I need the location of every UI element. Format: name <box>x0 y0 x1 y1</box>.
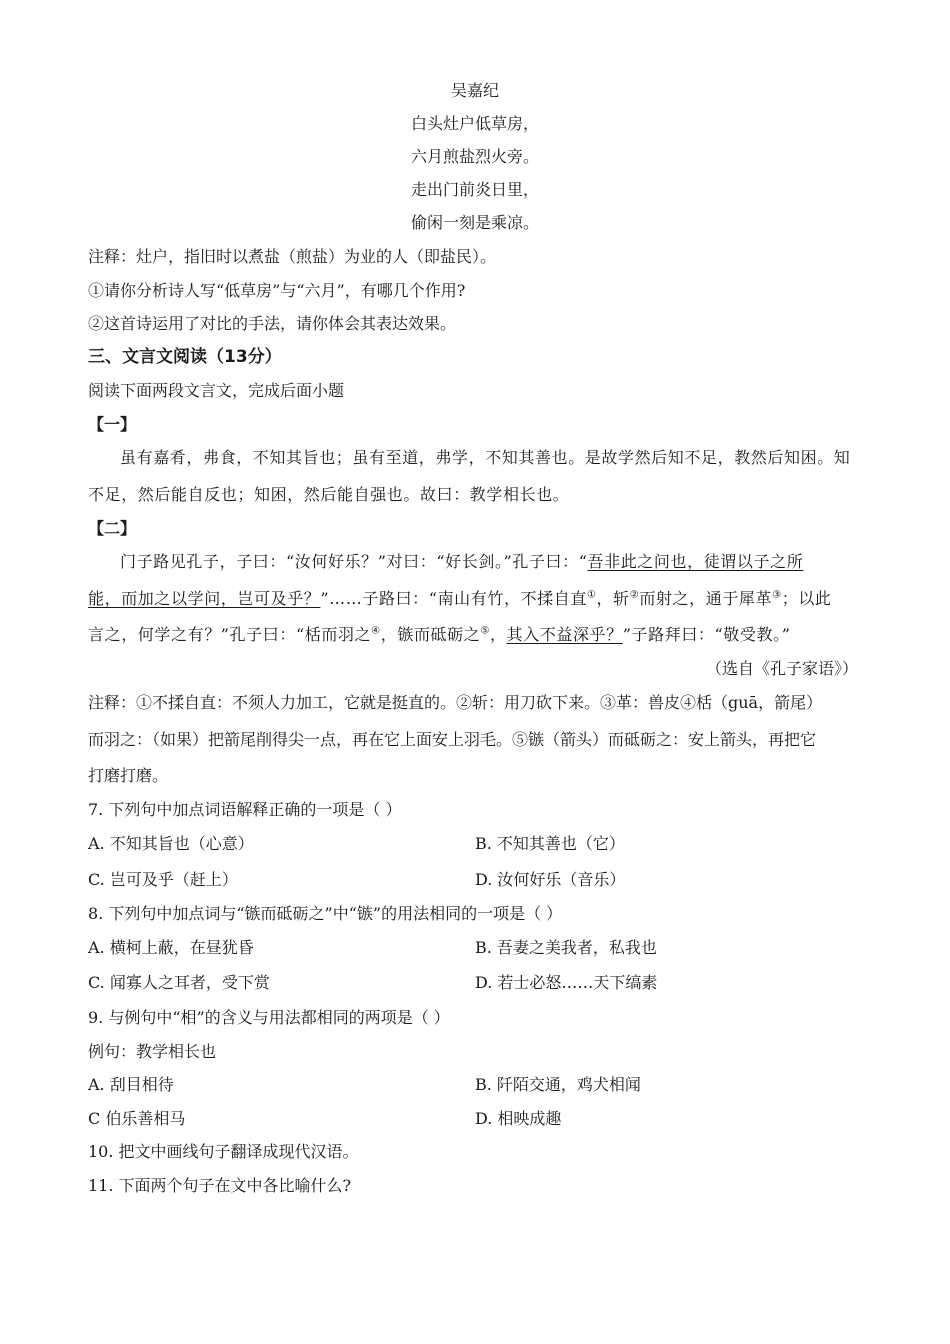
footnote-mark-4: ④ <box>371 625 381 637</box>
annotation-line-3: 打磨打磨。 <box>88 766 169 785</box>
passage-1-label: 【一】 <box>88 415 137 434</box>
footnote-mark-5: ⑤ <box>480 625 490 637</box>
question-7-option-c: C. 岂可及乎（赶上） <box>88 870 238 889</box>
question-9-option-c: C 伯乐善相马 <box>88 1109 186 1128</box>
underlined-sentence-2: 其入不益深乎？ <box>506 625 623 644</box>
question-9-example: 例句：教学相长也 <box>88 1042 217 1061</box>
question-8: 8. 下列句中加点词与“镞而砥砺之”中“镞”的用法相同的一项是（ ） <box>88 904 563 923</box>
question-8-option-d: D. 若士必怒……天下缟素 <box>475 973 658 992</box>
poem-line-4: 偷闲一刻是乘凉。 <box>410 213 539 232</box>
passage-2-text: 门子路见孔子，子曰：“汝何好乐？”对曰：“好长剑。”孔子曰：“ <box>120 552 588 571</box>
passage-2-text: ， <box>489 625 507 644</box>
passage-2-label: 【二】 <box>88 519 137 538</box>
question-10: 10. 把文中画线句子翻译成现代汉语。 <box>88 1142 359 1161</box>
passage-2-line-1 <box>120 551 803 573</box>
passage-source: （选自《孔子家语》） <box>705 659 858 678</box>
question-9-option-a: A. 刮目相待 <box>88 1075 174 1094</box>
passage-2-text: ”子路拜曰：“敬受教。” <box>622 625 791 644</box>
passage-1-line-2: 不足，然后能自反也；知困，然后能自强也。故曰：教学相长也。 <box>88 485 570 504</box>
poem-note: 注释：灶户，指旧时以煮盐（煎盐）为业的人（即盐民）。 <box>88 247 497 266</box>
passage-2-text: ；以此 <box>781 589 832 608</box>
passage-2-text: 言之，何学之有？”孔子曰：“栝而羽之 <box>88 625 372 644</box>
poem-line-1: 白头灶户低草房， <box>410 114 539 133</box>
passage-2-text: ，镞而砥砺之 <box>380 625 481 644</box>
section-intro: 阅读下面两段文言文，完成后面小题 <box>88 381 345 400</box>
poem-line-2: 六月煎盐烈火旁。 <box>410 147 539 166</box>
underlined-sentence-1: 吾非此之问也，徒谓以子之所 <box>587 552 804 571</box>
footnote-mark-2: ② <box>629 589 640 601</box>
poem-line-3: 走出门前炎日里， <box>410 180 539 199</box>
question-8-option-a: A. 横柯上蔽，在昼犹昏 <box>88 938 254 957</box>
passage-1-line-1: 虽有嘉肴，弗食，不知其旨也；虽有至道，弗学，不知其善也。是故学然后知不足，教然后知困。知 <box>120 448 851 467</box>
underlined-sentence-1-cont: 能，而加之以学问，岂可及乎？ <box>88 589 321 608</box>
question-8-option-b: B. 吾妻之美我者，私我也 <box>475 938 657 957</box>
annotation-line-1: 注释：①不揉自直：不须人力加工，它就是挺直的。②斩：用刀砍下来。③革：兽皮④栝（guā，箭尾） <box>88 693 823 712</box>
annotation-line-2: 而羽之：（如果）把箭尾削得尖一点，再在它上面安上羽毛。⑤镞（箭头）而砥砺之：安上箭头，再把它 <box>88 730 817 749</box>
passage-2-text: ”……子路曰：“南山有竹，不揉自直 <box>320 589 587 608</box>
poem-author: 吴嘉纪 <box>450 81 499 100</box>
question-9-option-b: B. 阡陌交通，鸡犬相闻 <box>475 1075 641 1094</box>
poem-question-1: ①请你分析诗人写“低草房”与“六月”，有哪几个作用? <box>88 281 466 300</box>
question-9-option-d: D. 相映成趣 <box>475 1109 562 1128</box>
question-7-option-d: D. 汝何好乐（音乐） <box>475 870 626 889</box>
passage-2-line-2 <box>88 588 832 610</box>
footnote-mark-1: ① <box>586 589 597 601</box>
passage-2-text: ，斩 <box>596 589 630 608</box>
poem-question-2: ②这首诗运用了对比的手法，请你体会其表达效果。 <box>88 314 457 333</box>
section-heading: 三、文言文阅读（13分） <box>88 347 282 367</box>
question-7-option-a: A. 不知其旨也（心意） <box>88 834 254 853</box>
question-7: 7. 下列句中加点词语解释正确的一项是（ ） <box>88 800 402 819</box>
question-11: 11. 下面两个句子在文中各比喻什么? <box>88 1176 352 1195</box>
footnote-mark-3: ③ <box>772 589 782 601</box>
question-7-option-b: B. 不知其善也（它） <box>475 834 625 853</box>
passage-2-line-3 <box>88 624 791 646</box>
passage-2-text: 而射之，通于犀革 <box>639 589 773 608</box>
question-8-option-c: C. 闻寡人之耳者，受下赏 <box>88 973 270 992</box>
question-9: 9. 与例句中“相”的含义与用法都相同的两项是（ ） <box>88 1008 450 1027</box>
